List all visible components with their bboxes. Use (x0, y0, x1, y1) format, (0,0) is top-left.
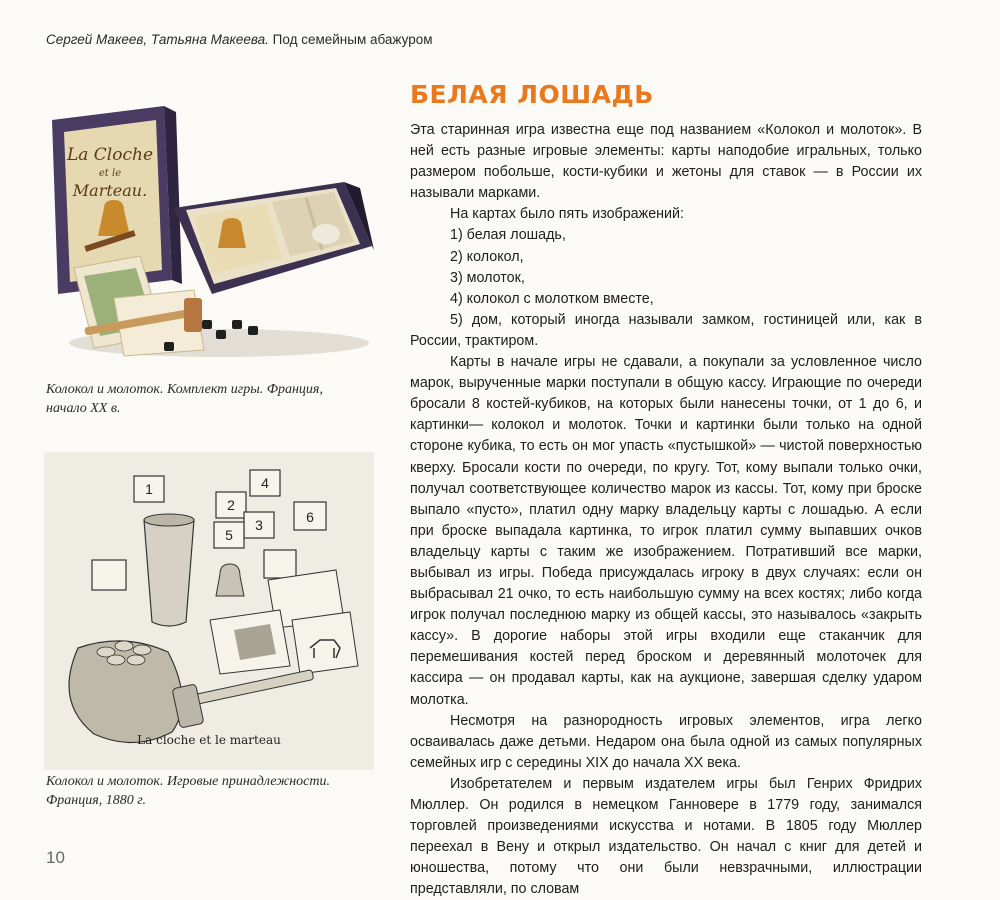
paragraph-3: Карты в начале игры не сдавали, а покупали за условленное число марок, вырученные марки поступали в общую кассу. Играющие по очереди бросали 8 костей-кубиков, на которых были нанесены точки, от 1 до 6, и картинки— колокол и молоток. Точки и картинки были только на одной стороне кубика, то есть он мог упасть «пустышкой» — чистой поверхностью кверху. Бросали кости по очереди, по кругу. Тот, кому выпали только очки, получал соответствующее количество марок из кассы. Тот, кому при броске выпало «пусто», платил одну марку владельцу карты с лошадью. А если при броске выпадала картинка, то игрок платил сумму выпавших очков владельцу карты с таким же изображением. Потративший все марки, выбывал из игры. Победа присуждалась игроку в двух случаях: если он выбрасывал 21 очко, то есть наибольшую сумму на всех костях; либо когда игрок получал последнюю марку из общей кассы, это называлось «закрыть кассу». В дорогие наборы этой игры входили еще стаканчик для перемешивания костей перед броском и деревянный молоточек для кассира — он продавал карты, как на аукционе, завершая сделку ударом молотка. (410, 354, 922, 708)
paragraph-2: На картах было пять изображений: (450, 206, 684, 223)
box-text-3: Marteau. (72, 181, 148, 200)
engraving-illustration (44, 452, 374, 770)
running-head (46, 32, 433, 47)
open-box (174, 182, 374, 294)
list-item-1: 1) белая лошадь, (450, 227, 566, 244)
die-label-5: 5 (225, 527, 233, 543)
game-set-photo (44, 98, 374, 368)
running-head-authors: Сергей Макеев, Татьяна Макеева. (46, 32, 269, 47)
article-title: БЕЛАЯ ЛОШАДЬ (410, 80, 654, 109)
die-label-4: 4 (261, 475, 269, 491)
article-body (410, 120, 922, 900)
list-item-5: 5) дом, который иногда называли замком, гостиницей или, как в России, трактиром. (410, 311, 922, 349)
list-item-4: 4) колокол с молотком вместе, (450, 290, 654, 307)
die-label-6: 6 (306, 509, 314, 525)
die-label-3: 3 (255, 517, 263, 533)
engraving-label: La cloche et le marteau (137, 733, 281, 747)
list-item-2: 2) колокол, (450, 248, 524, 265)
die-label-1: 1 (145, 481, 153, 497)
running-head-book: Под семейным абажуром (272, 32, 433, 47)
box-text-2: et le (98, 168, 122, 179)
box-text-1: La Cloche (66, 145, 154, 165)
paragraph-5: Изобретателем и первым издателем игры был Генрих Фридрих Мюллер. Он родился в немецком Ганновере в 1779 году, занимался торговлей произведениями искусства и нотами. В 1805 году Мюллер переехал в Вену и открыл издательство. Он начал с книг для детей и юношества, потому что они были невзрачными, иллюстрации представляли, по словам (410, 775, 922, 898)
paragraph-1: Эта старинная игра известна еще под названием «Колокол и молоток». В ней есть разные игровые элементы: карты наподобие игральных, только размером побольше, кости-кубики и жетоны для ставок — в России их называли марками. (410, 122, 922, 202)
die-label-2: 2 (227, 497, 235, 513)
page-number: 10 (46, 848, 65, 867)
figure2-caption: Колокол и молоток. Игровые принадлежности. Франция, 1880 г. (46, 774, 330, 808)
paragraph-4: Несмотря на разнородность игровых элементов, игра легко осваивалась даже детьми. Недаром она была одной из самых популярных семейных игр с середины XIX до начала XX века. (410, 712, 922, 771)
list-item-3: 3) молоток, (450, 269, 525, 286)
figure1-caption: Колокол и молоток. Комплект игры. Франция, начало XX в. (46, 382, 323, 416)
